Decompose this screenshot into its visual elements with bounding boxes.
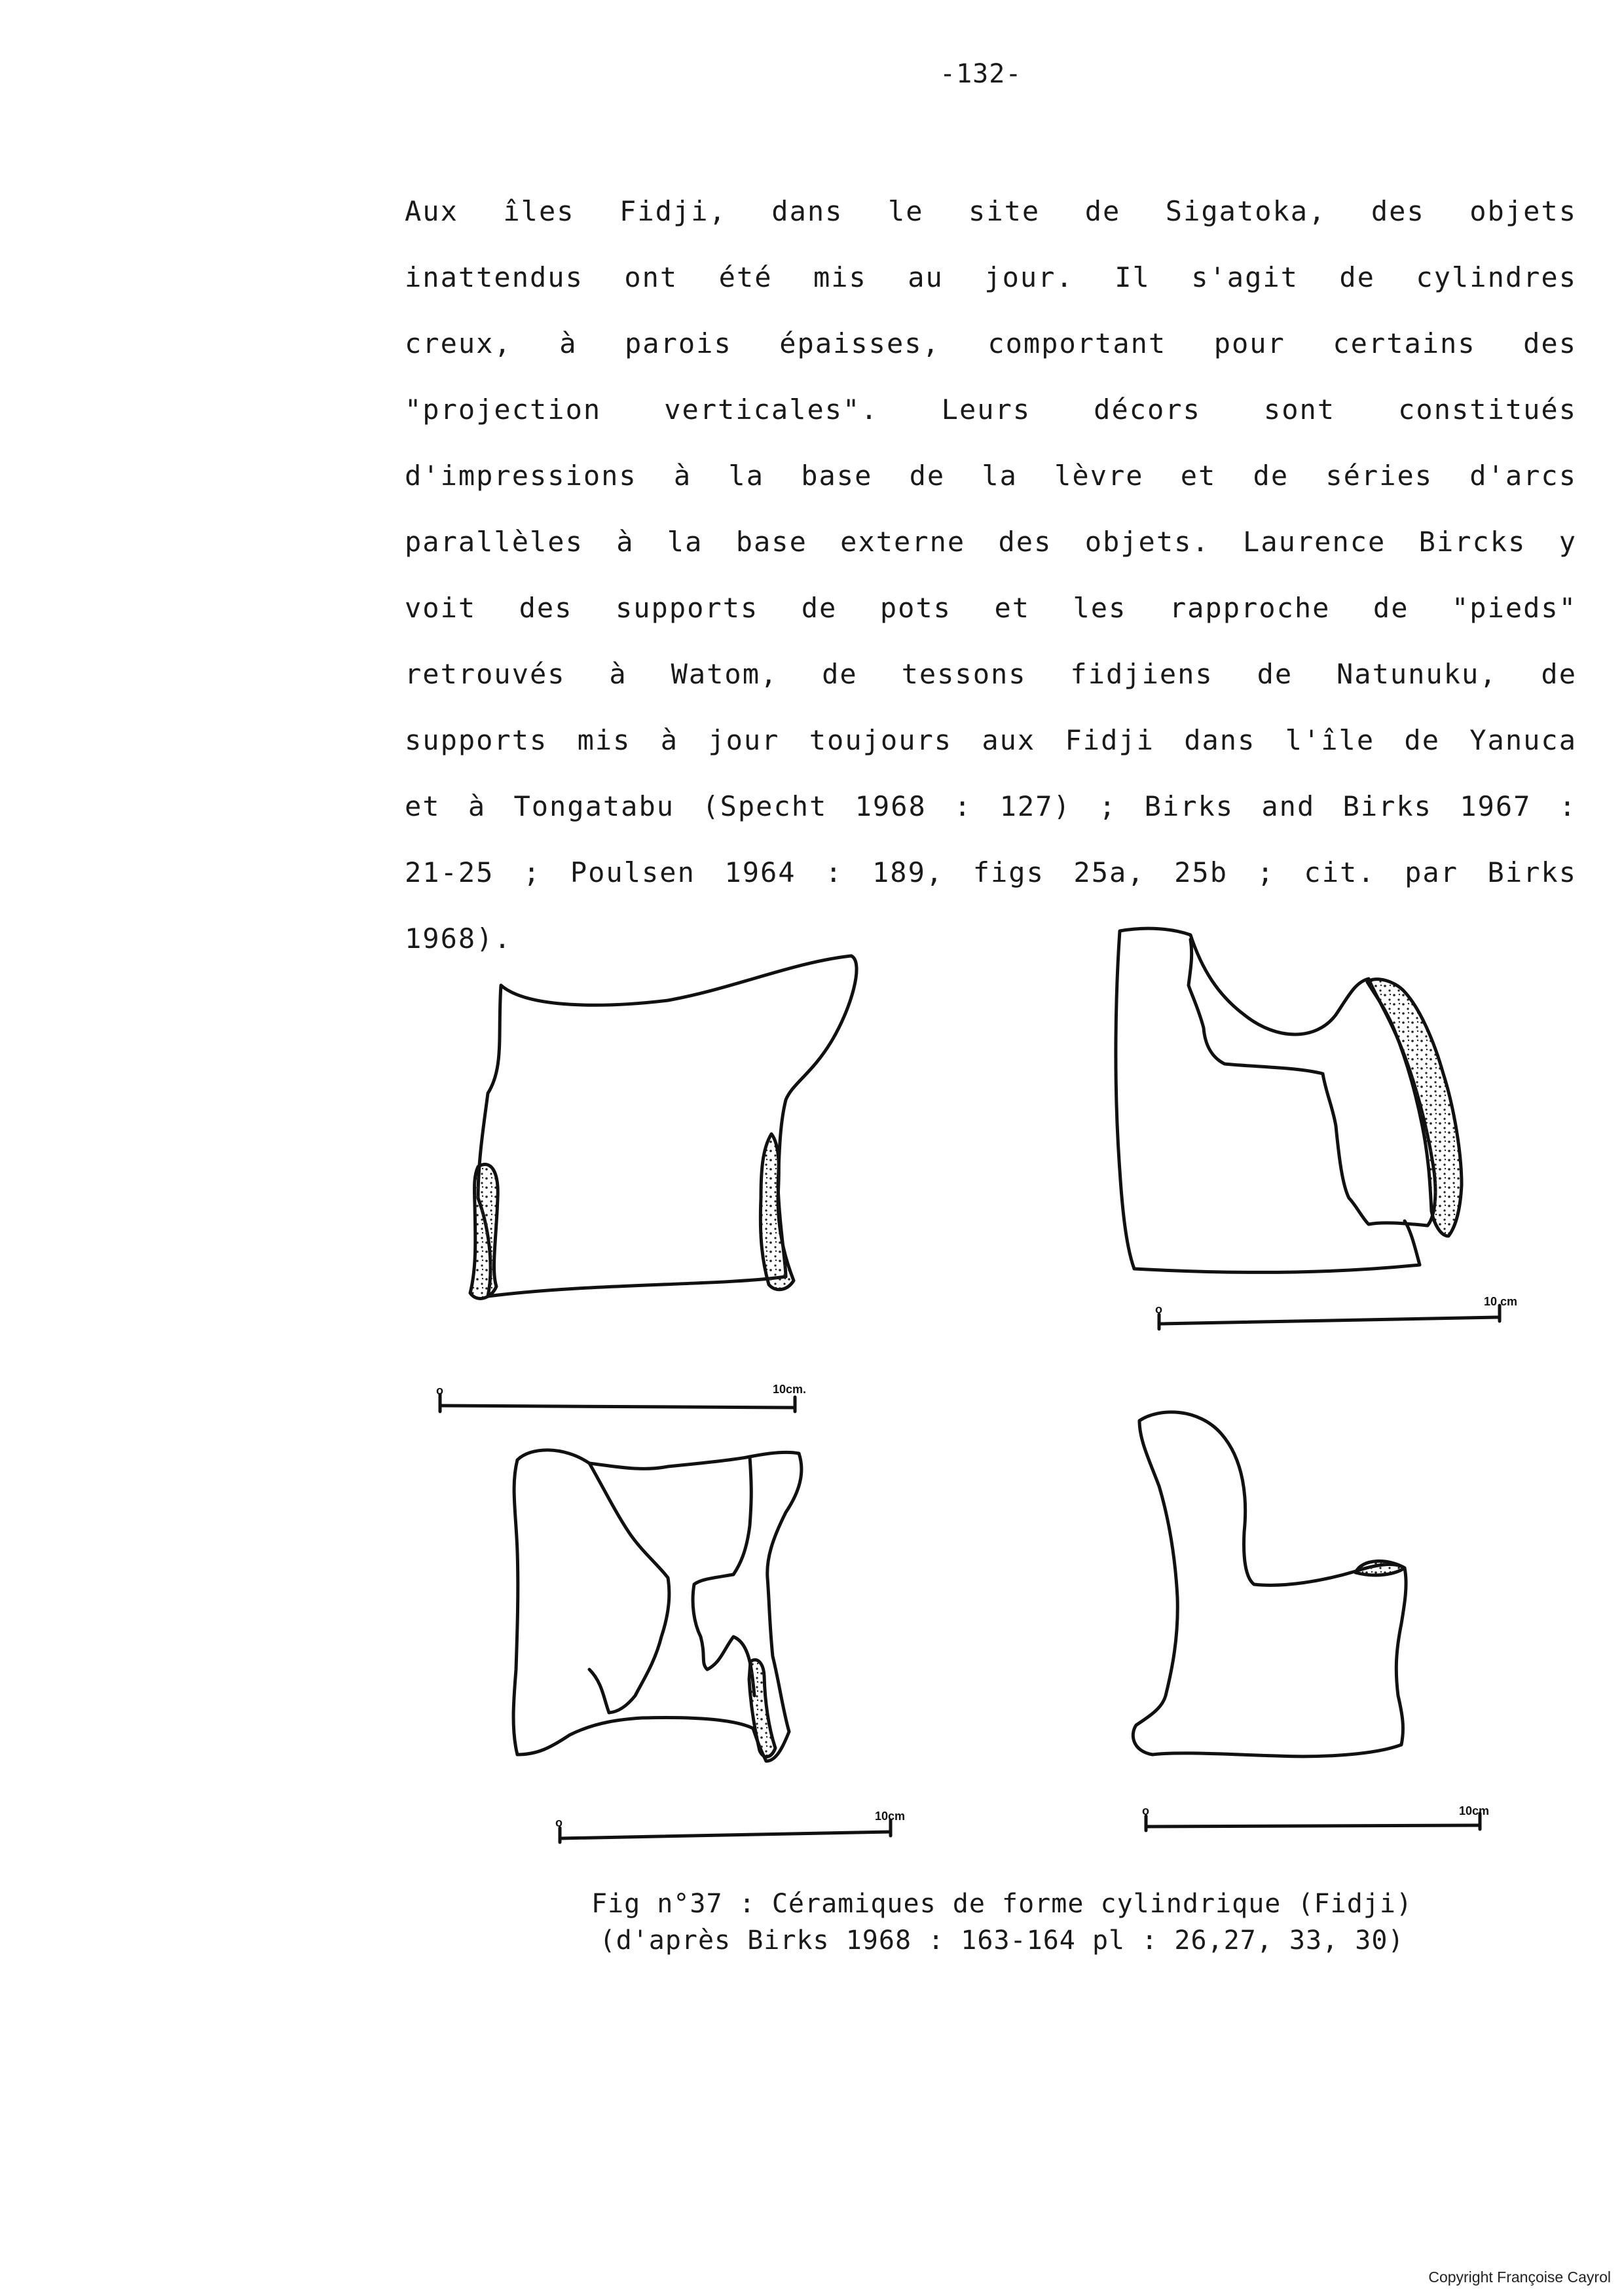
paragraph-line: "projection verticales". Leurs décors sont constitués	[405, 393, 1577, 426]
ceramic-drawing-4	[1133, 1412, 1480, 1831]
ceramic-drawing-2	[1116, 928, 1500, 1329]
paragraph-line: retrouvés à Watom, de tessons fidjiens de Natunuku, de	[405, 658, 1577, 690]
scale-label-start: o	[1142, 1804, 1149, 1817]
paragraph-line: 21-25 ; Poulsen 1964 : 189, figs 25a, 25b ; cit. par Birks	[405, 856, 1577, 888]
caption-line: (d'après Birks 1968 : 163-164 pl : 26,27, 33, 30)	[599, 1925, 1405, 1956]
caption-line: Fig n°37 : Céramiques de forme cylindrique (Fidji)	[591, 1889, 1413, 1919]
scale-label-end: 10cm	[875, 1810, 906, 1823]
paragraph-line: d'impressions à la base de la lèvre et de séries d'arcs	[405, 460, 1577, 492]
ceramic-drawing-3	[513, 1450, 891, 1842]
paragraph-line: inattendus ont été mis au jour. Il s'agit de cylindres	[405, 261, 1577, 293]
scale-label-start: o	[1155, 1303, 1162, 1316]
paragraph-line: creux, à parois épaisses, comportant pour certains des	[405, 327, 1577, 359]
paragraph-line: Aux îles Fidji, dans le site de Sigatoka, des objets	[405, 195, 1577, 227]
scale-label-end: 10cm.	[773, 1383, 807, 1396]
paragraph-line: et à Tongatabu (Specht 1968 : 127) ; Birks and Birks 1967 :	[405, 790, 1577, 822]
ceramics-drawings	[393, 910, 1572, 1866]
scale-label-start: o	[555, 1816, 563, 1829]
scale-label-end: 10 cm	[1484, 1295, 1518, 1308]
ceramics-figure	[393, 910, 1572, 1866]
paragraph-line: 1968).	[405, 922, 512, 955]
paragraph-line: voit des supports de pots et les rapproche de "pieds"	[405, 592, 1577, 624]
ceramic-drawing-1	[440, 956, 857, 1412]
scale-label-end: 10cm	[1459, 1804, 1490, 1817]
figure-caption	[576, 1886, 1428, 1959]
page-number: -132-	[940, 59, 1022, 89]
paragraph-line: supports mis à jour toujours aux Fidji dans l'île de Yanuca	[405, 724, 1577, 756]
paragraph-line: parallèles à la base externe des objets. Laurence Bircks y	[405, 526, 1577, 558]
body-paragraph	[405, 187, 1577, 980]
copyright-notice: Copyright Françoise Cayrol	[1428, 2269, 1611, 2286]
scale-label-start: o	[436, 1384, 443, 1397]
